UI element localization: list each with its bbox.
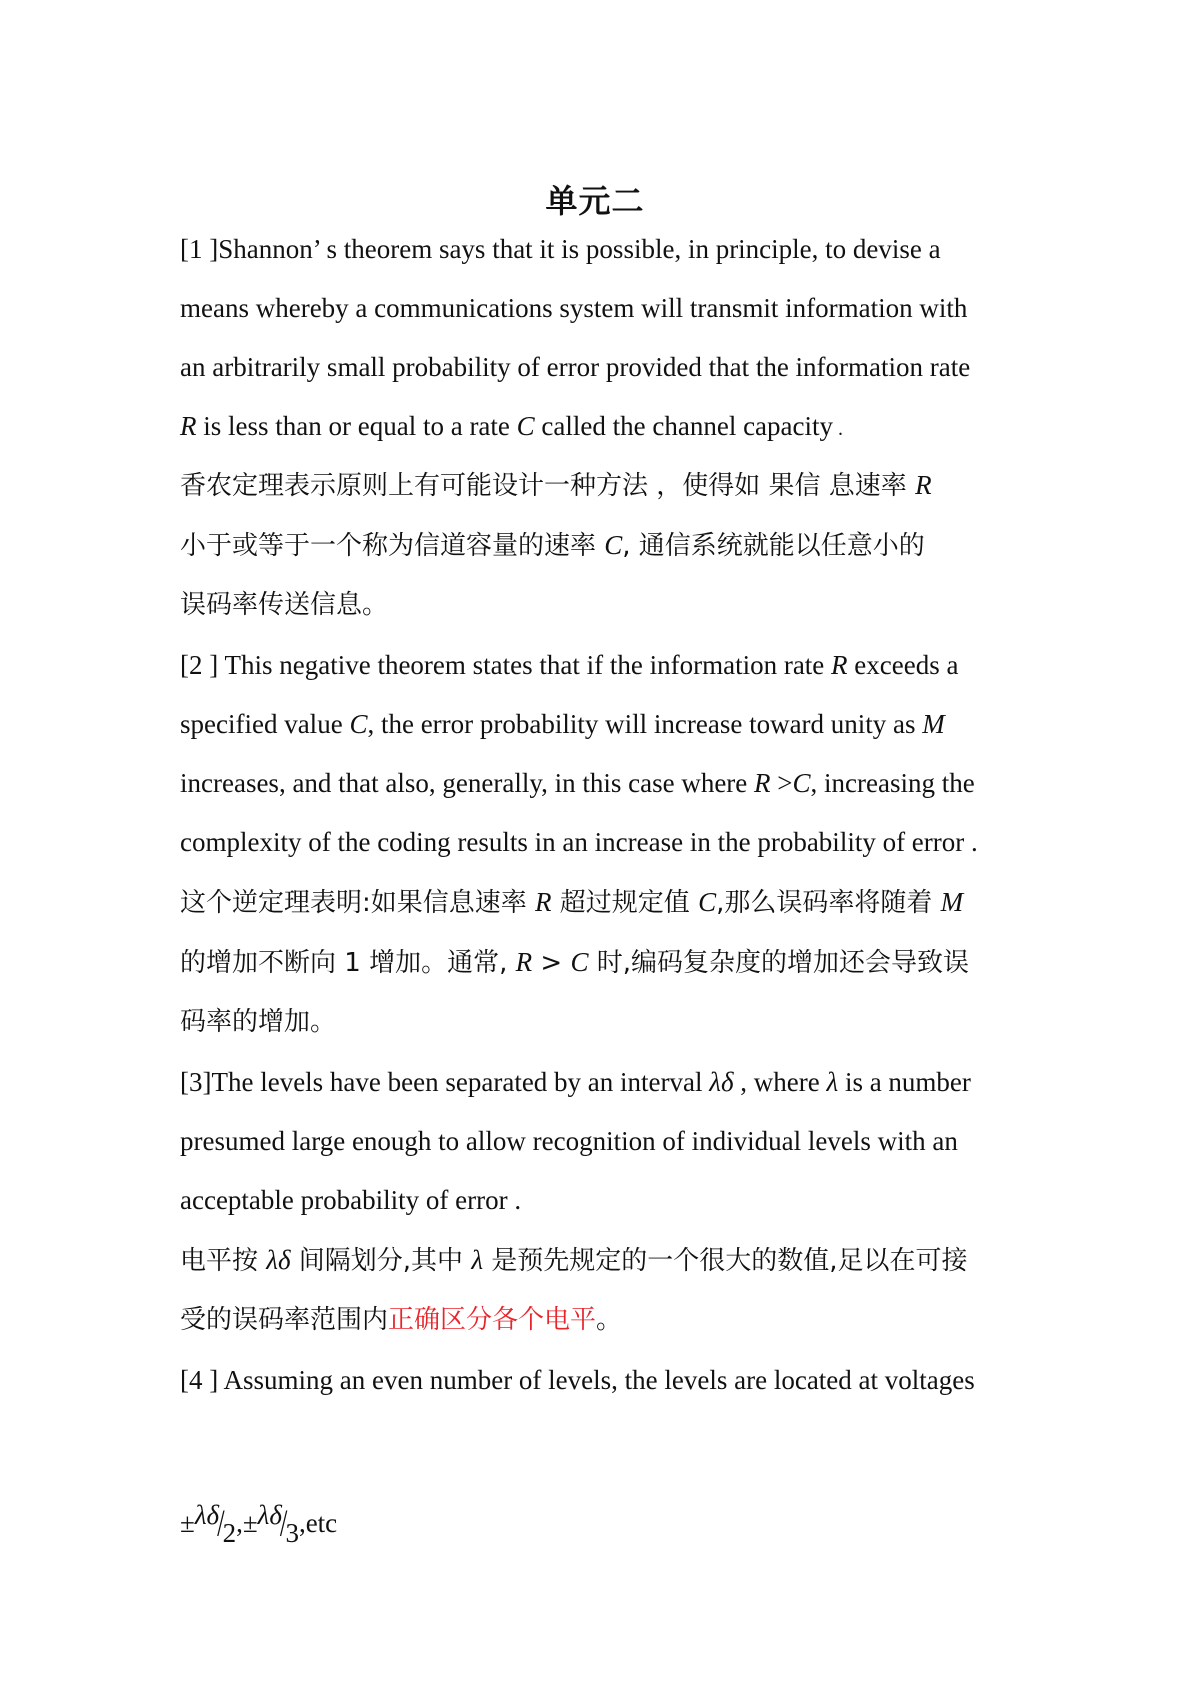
var-C: C [349, 709, 368, 739]
text-span: acceptable probability of error . [180, 1185, 522, 1215]
text-span: presumed large enough to allow recognition of individual levels with an [180, 1126, 958, 1156]
p3-line-2 [180, 1124, 1030, 1158]
text-span: > [532, 948, 571, 978]
var-R: R [515, 947, 533, 977]
fraction-denominator: 2 [222, 1518, 237, 1548]
p2-line-2 [180, 707, 1030, 741]
text-span: 是预先规定的一个很大的数值,足以在可接 [483, 1246, 968, 1276]
p1-line-1 [180, 232, 1030, 266]
voltage-fractions [180, 1500, 338, 1558]
text-span: [4 ] Assuming an even number of levels, the levels are located at voltages [180, 1365, 975, 1395]
plus-minus-sign: ± [242, 1508, 258, 1538]
text-span: [3]The levels have been separated by an interval [180, 1067, 710, 1097]
p3-line-1 [180, 1065, 1030, 1099]
text-span: increases, and that also, generally, in this case where [180, 768, 755, 798]
var-R: R [831, 650, 848, 680]
text-span: . [833, 418, 844, 440]
var-M: M [940, 887, 964, 917]
text-span: ,那么误码率将随着 [716, 888, 941, 918]
z2-line-3 [180, 1005, 1030, 1039]
text-span: is less than or equal to a rate [196, 411, 517, 441]
text-span: specified value [180, 709, 350, 739]
highlighted-text: 正确区分各个电平 [388, 1305, 597, 1335]
var-C: C [570, 947, 589, 977]
text-span: , the error probability will increase toward unity as [367, 709, 923, 739]
var-C: C [604, 530, 623, 560]
text-span: 间隔划分,其中 [290, 1246, 472, 1276]
z3-line-1 [180, 1243, 1030, 1278]
p2-line-3 [180, 766, 1030, 800]
separator: , [236, 1508, 243, 1538]
page-title: 单元二 [545, 182, 645, 220]
text-span: 电平按 [180, 1246, 267, 1276]
text-span: 码率的增加。 [180, 1007, 337, 1037]
z2-line-2 [180, 945, 1030, 980]
p1-line-4 [180, 409, 1030, 446]
text-span: [2 ] This negative theorem states that if the information rate [180, 650, 832, 680]
text-span: [1 ]Shannon’ s theorem says that it is possible, in principle, to devise a [180, 234, 941, 264]
text-span: 小于或等于一个称为信道容量的速率 [180, 531, 605, 561]
p1-line-3 [180, 350, 1030, 384]
z3-line-2 [180, 1303, 1030, 1337]
fraction-slash: / [217, 1501, 225, 1544]
var-M: M [922, 709, 945, 739]
text-span: exceeds a [847, 650, 959, 680]
z1-line-2 [180, 528, 1030, 563]
var-R: R [754, 768, 771, 798]
fraction-slash: / [279, 1501, 288, 1544]
text-span: 误码率传送信息。 [180, 590, 389, 620]
plus-minus-sign: ± [180, 1508, 195, 1538]
var-C: C [792, 768, 811, 798]
text-span: complexity of the coding results in an increase in the probability of error . [180, 827, 978, 857]
text-span: called the channel capacity [534, 411, 834, 441]
text-span: > [770, 768, 793, 798]
p3-line-3 [180, 1183, 1030, 1217]
var-R: R [915, 470, 932, 500]
var-lambda-delta: λδ [266, 1245, 291, 1275]
fraction-numerator: λδ [257, 1500, 282, 1530]
text-span: 这个逆定理表明:如果信息速率 [180, 888, 536, 918]
var-R: R [535, 887, 552, 917]
p4-line-1 [180, 1363, 1030, 1397]
var-C: C [516, 411, 535, 441]
p1-line-2 [180, 291, 1030, 325]
text-span: an arbitrarily small probability of error provided that the information rate [180, 352, 971, 382]
p2-line-4 [180, 825, 1030, 859]
p2-line-1 [180, 648, 1030, 682]
text-span: 受的误码率范围内 [180, 1305, 389, 1335]
var-lambda-delta: λδ [709, 1067, 734, 1097]
etc-text: ,etc [298, 1508, 338, 1538]
var-lambda: λ [471, 1245, 484, 1275]
text-span: 时,编码复杂度的增加还会导致误 [588, 948, 969, 978]
text-span: 的增加不断向 1 增加。通常, [180, 948, 516, 978]
z2-line-1 [180, 885, 1030, 920]
z1-line-1 [180, 468, 1030, 503]
var-lambda: λ [826, 1067, 839, 1097]
text-span: 超过规定值 [551, 888, 699, 918]
var-C: C [698, 887, 717, 917]
var-R: R [180, 411, 197, 441]
text-span: means whereby a communications system will transmit information with [180, 293, 968, 323]
z1-line-3 [180, 588, 1030, 622]
fraction-denominator: 3 [285, 1518, 299, 1548]
text-span: , 通信系统就能以任意小的 [622, 531, 925, 561]
fraction-numerator: λδ [194, 1500, 220, 1530]
text-span: 香农定理表示原则上有可能设计一种方法 ，使得如 果信 息速率 [180, 471, 916, 501]
text-span: , increasing the [810, 768, 975, 798]
text-span: 。 [596, 1305, 623, 1335]
text-span: , where [733, 1067, 827, 1097]
text-span: is a number [838, 1067, 971, 1097]
